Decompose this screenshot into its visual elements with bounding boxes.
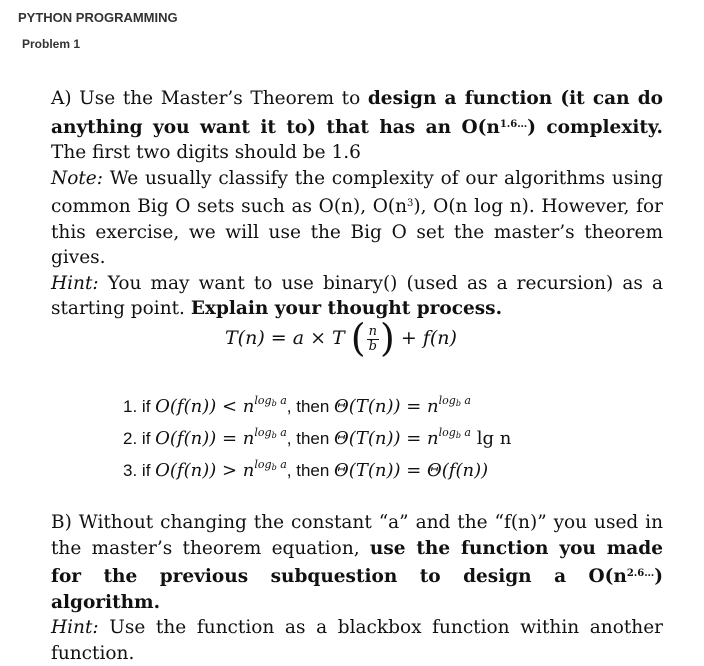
part-b-task: use the function you made for the previous subquestion to design a $O(n^{2.6\dots})$ algorithm. — [51, 537, 663, 613]
part-b-exponent: 2.6… — [626, 568, 655, 579]
hint-b-label: Hint: — [51, 617, 99, 638]
part-a-digits: The first two digits should be 1.6 — [51, 142, 361, 163]
part-b-intro: B) Without changing the constant “a” and the “f(n)” you used in the master’s theorem equation, — [51, 512, 663, 559]
hint-b-text: Use the function as a blackbox function within another function. — [51, 617, 663, 664]
document-title: PYTHON PROGRAMMING — [18, 10, 178, 25]
note-text-a: We usually classify the complexity of our algorithms using common Big O sets such as O(n), O(n — [51, 167, 663, 217]
hint-label: Hint: — [51, 272, 99, 294]
part-a-intro: A) Use the Master’s Theorem to — [51, 88, 368, 109]
case-item: 2. if $O(f(n)) = n^{log_b a}$, then $\Theta(T(n)) = n^{log_b a}$ lg n — [123, 426, 512, 449]
part-a-exponent: 1.6… — [499, 118, 528, 130]
note-text-b: ), O(n log n). However, for this exercise, we will use the Big O set the master’s theorem gives. — [51, 196, 663, 268]
explain-instruction: Explain your thought process. — [190, 298, 503, 319]
equation-lhs: T(n) = a × T — [225, 327, 345, 349]
part-a-text — [51, 86, 663, 322]
equation-rhs: + f(n) — [400, 327, 457, 349]
equation-fraction: $\frac{n}{b}$ — [368, 323, 377, 354]
note-exponent: 3 — [407, 198, 414, 209]
part-a-task: design a function (it can do anything you want it to) that has an $O(n^{1.6\dots})$ complexity. — [51, 88, 663, 138]
problem-label: Problem 1 — [22, 37, 81, 51]
case-item: 3. if $O(f(n)) > n^{log_b a}$, then Θ(T(n)) = Θ(f(n)) — [123, 458, 489, 481]
note-label: Note: — [51, 167, 103, 189]
master-theorem-equation: T(n) = a × T ( $\frac{n}{b}$ ) + f(n) — [225, 316, 457, 360]
master-theorem-cases — [123, 388, 511, 484]
case-item: 1. if $O(f(n)) < n^{log_b a}$, then $\Theta(T(n)) = n^{log_b a}$ — [123, 394, 471, 417]
hint-text: You may want to use binary() (used as a recursion) as a starting point. — [51, 272, 663, 319]
part-b-text — [51, 510, 663, 666]
